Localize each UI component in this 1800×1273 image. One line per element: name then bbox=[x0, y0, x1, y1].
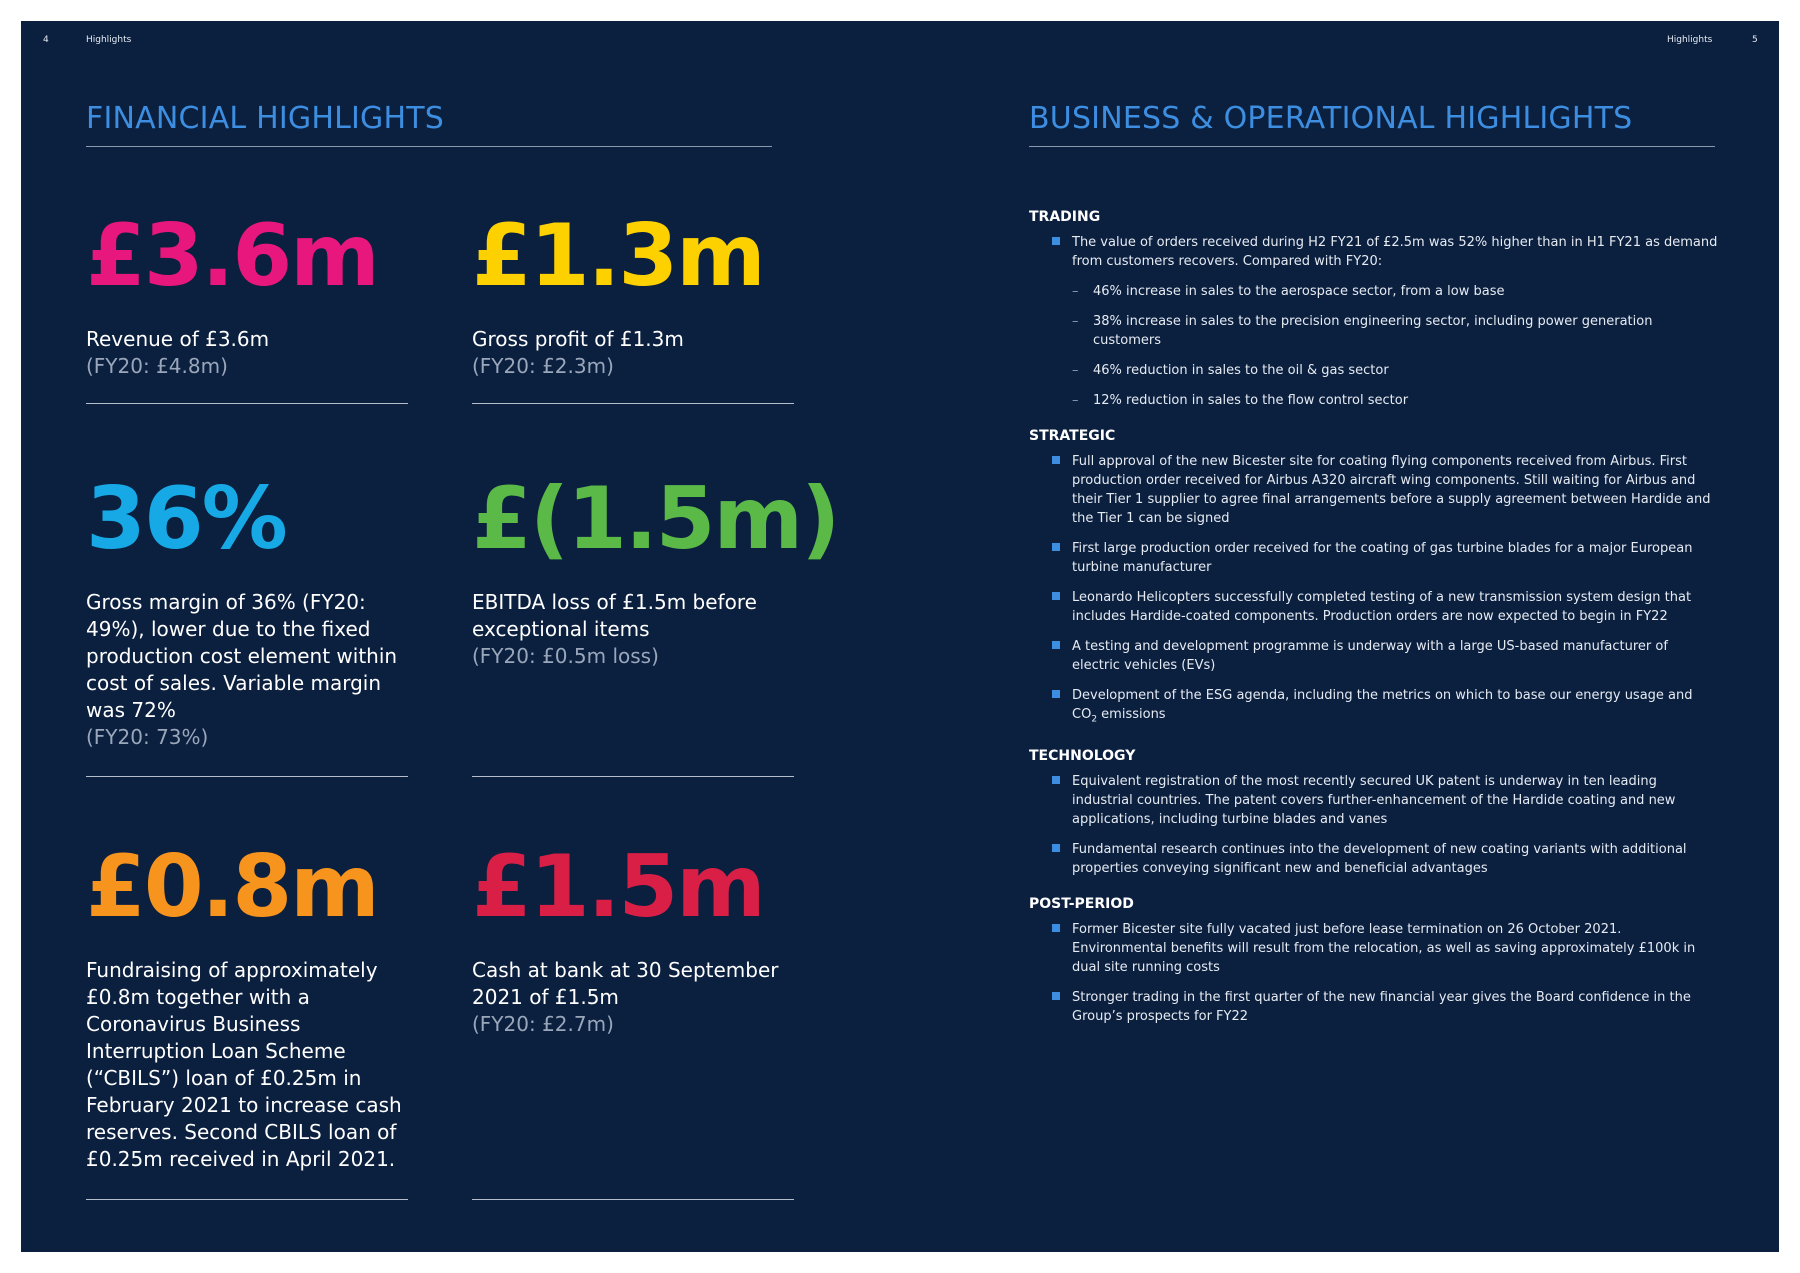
stat-cash-text: Cash at bank at 30 September 2021 of £1.5m bbox=[472, 958, 779, 1009]
post-period-item: Stronger trading in the first quarter of the new financial year gives the Board confidence in the Group’s prospects for FY22 bbox=[1029, 988, 1719, 1026]
stat-gross-profit bbox=[472, 206, 802, 380]
trading-heading: TRADING bbox=[1029, 209, 1101, 225]
strategic-item: Full approval of the new Bicester site for coating flying components received from Airbus. First production order received for Airbus A320 aircraft wing components. Still waiting for Airbus and their Tier 1 supplier to agree final arrangements before a supply agreement between Hardide and the Tier 1 can be signed bbox=[1029, 452, 1719, 528]
post-period-heading: POST-PERIOD bbox=[1029, 895, 1134, 912]
strategic-item: First large production order received for the coating of gas turbine blades for a major European turbine manufacturer bbox=[1029, 539, 1719, 577]
stat-divider bbox=[86, 776, 408, 777]
stat-divider bbox=[472, 403, 794, 404]
trading-sub-item: – 12% reduction in sales to the flow control sector bbox=[1072, 391, 1719, 410]
strategic-item: A testing and development programme is underway with a large US-based manufacturer of electric vehicles (EVs) bbox=[1029, 637, 1719, 675]
strategic-item: Leonardo Helicopters successfully completed testing of a new transmission system design that includes Hardide-coated components. Production orders are now expected to begin in FY22 bbox=[1029, 588, 1719, 626]
technology-item: Fundamental research continues into the development of new coating variants with additional properties conveying significant new and beneficial advantages bbox=[1029, 840, 1719, 878]
stat-revenue-desc bbox=[86, 326, 416, 380]
stat-divider bbox=[472, 1199, 794, 1200]
stat-ebitda-text: EBITDA loss of £1.5m before exceptional items bbox=[472, 590, 757, 641]
stat-revenue-comparison: (FY20: £4.8m) bbox=[86, 354, 228, 378]
trading-sub-item: – 46% reduction in sales to the oil & gas sector bbox=[1072, 361, 1719, 380]
technology-list bbox=[1029, 772, 1719, 878]
trading-sub-list bbox=[1072, 282, 1719, 410]
strategic-list bbox=[1029, 452, 1719, 730]
trading-lead-text: The value of orders received during H2 FY21 of £2.5m was 52% higher than in H1 FY21 as demand from customers recovers. Compared with FY20: bbox=[1072, 235, 1718, 269]
strategic-heading: STRATEGIC bbox=[1029, 428, 1116, 444]
stat-ebitda-desc bbox=[472, 589, 802, 670]
page-number-right: 5 bbox=[1752, 35, 1758, 45]
technology-heading: TECHNOLOGY bbox=[1029, 747, 1136, 764]
operational-title-divider bbox=[1029, 146, 1715, 147]
stat-revenue-text: Revenue of £3.6m bbox=[86, 327, 270, 351]
stat-gross-margin-desc bbox=[86, 589, 416, 751]
stat-ebitda bbox=[472, 469, 839, 670]
report-spread bbox=[21, 21, 1779, 1252]
stat-ebitda-comparison: (FY20: £0.5m loss) bbox=[472, 644, 659, 668]
stat-gross-margin bbox=[86, 469, 416, 751]
trading-sub-item: – 38% increase in sales to the precision engineering sector, including power generation customers bbox=[1072, 312, 1719, 350]
trading-list bbox=[1029, 233, 1719, 410]
stat-gross-profit-text: Gross profit of £1.3m bbox=[472, 327, 684, 351]
stat-gross-profit-comparison: (FY20: £2.3m) bbox=[472, 354, 614, 378]
stat-fundraising bbox=[86, 837, 416, 1173]
stat-revenue bbox=[86, 206, 416, 380]
page-number-left: 4 bbox=[43, 35, 49, 45]
stat-divider bbox=[86, 1199, 408, 1200]
technology-item: Equivalent registration of the most recently secured UK patent is underway in ten leading industrial countries. The patent covers further-enhancement of the Hardide coating and new applications, including turbine blades and vanes bbox=[1029, 772, 1719, 829]
stat-ebitda-value: £(1.5m) bbox=[472, 469, 839, 569]
financial-highlights-title: FINANCIAL HIGHLIGHTS bbox=[86, 101, 445, 136]
stat-cash-comparison: (FY20: £2.7m) bbox=[472, 1012, 614, 1036]
strategic-item-esg bbox=[1029, 686, 1719, 730]
trading-sub-item: – 46% increase in sales to the aerospace sector, from a low base bbox=[1072, 282, 1719, 301]
stat-gross-profit-desc bbox=[472, 326, 802, 380]
trading-item bbox=[1029, 233, 1719, 410]
stat-gross-margin-text: Gross margin of 36% (FY20: 49%), lower due to the fixed production cost element within cost of sales. Variable margin was 72% bbox=[86, 590, 398, 722]
stat-gross-margin-value: 36% bbox=[86, 469, 286, 569]
stat-divider bbox=[86, 403, 408, 404]
stat-gross-profit-value: £1.3m bbox=[472, 206, 764, 306]
running-header-right: Highlights bbox=[1667, 35, 1713, 45]
stat-revenue-value: £3.6m bbox=[86, 206, 378, 306]
stat-divider bbox=[472, 776, 794, 777]
stat-cash bbox=[472, 837, 802, 1038]
stat-cash-value: £1.5m bbox=[472, 837, 764, 937]
stat-fundraising-text: Fundraising of approximately £0.8m together with a Coronavirus Business Interruption Loan Scheme (“CBILS”) loan of £0.25m in February 2021 to increase cash reserves. Second CBILS loan of £0.25m received in April 2021. bbox=[86, 958, 402, 1171]
stat-fundraising-desc bbox=[86, 957, 416, 1173]
stat-fundraising-value: £0.8m bbox=[86, 837, 378, 937]
stat-gross-margin-comparison: (FY20: 73%) bbox=[86, 725, 209, 749]
post-period-list bbox=[1029, 920, 1719, 1026]
post-period-item: Former Bicester site fully vacated just before lease termination on 26 October 2021. Environmental benefits will result from the relocation, as well as saving approximately £100k in dual site running costs bbox=[1029, 920, 1719, 977]
running-header-left: Highlights bbox=[86, 35, 132, 45]
esg-text-after: emissions bbox=[1097, 707, 1166, 722]
esg-text-before: Development of the ESG agenda, including the metrics on which to base our energy usage and CO bbox=[1072, 688, 1693, 722]
operational-highlights-title: BUSINESS & OPERATIONAL HIGHLIGHTS bbox=[1029, 101, 1633, 136]
stat-cash-desc bbox=[472, 957, 802, 1038]
financial-title-divider bbox=[86, 146, 772, 147]
operational-highlights-body bbox=[1029, 209, 1719, 1044]
esg-subscript: 2 bbox=[1091, 714, 1098, 725]
